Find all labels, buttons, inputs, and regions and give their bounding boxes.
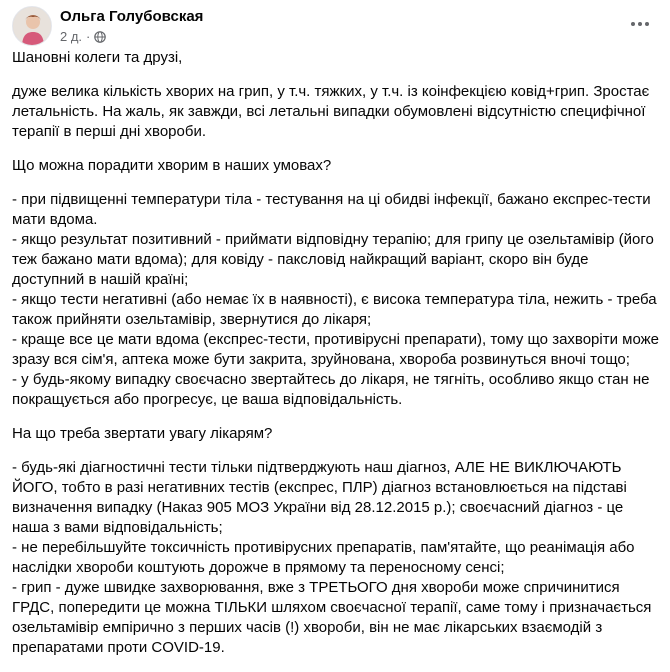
post-paragraph xyxy=(12,156,662,176)
post-text-line: - якщо результат позитивний - приймати відповідну терапію; для грипу це озельтамівір (його теж бажано мати вдома); для ковіду - паксловід найкращий варіант, скоро він буде доступний в нашій країні; xyxy=(12,231,659,288)
post-text-line: - не перебільшуйте токсичність противірусних препаратів, пам'ятайте, що реанімація або наслідки хвороби коштують дорожче в прямому та переносному сенсі; xyxy=(12,539,639,576)
globe-icon[interactable] xyxy=(94,31,106,43)
post-text-line: дуже велика кількість хворих на грип, у т.ч. тяжких, у т.ч. із коінфекцією ковід+грип. Зростає летальність. На жаль, як завжди, всі летальні випадки обумовлені відсутністю специфічної терапії в перші дні хвороби. xyxy=(12,83,654,140)
author-name[interactable]: Ольга Голубовская xyxy=(60,8,204,25)
post-paragraph xyxy=(12,82,662,142)
post-timestamp[interactable]: 2 д. xyxy=(60,29,83,44)
author-avatar[interactable] xyxy=(12,6,52,46)
post-text-line: Шановні колеги та друзі, xyxy=(12,49,183,66)
post-paragraph xyxy=(12,458,662,658)
post-text-line: - краще все це мати вдома (експрес-тести, противірусні препарати), тому що захворіти може зразу вся сім'я, аптека може бути закрита, зруйнована, хвороба розвинуться вночі тощо; xyxy=(12,331,664,368)
post-header xyxy=(12,6,658,46)
post-text-line: - у будь-якому випадку своєчасно звертайтесь до лікаря, не тягніть, особливо якщо стан не покращується або прогресує, це ваша відповідальність. xyxy=(12,371,654,408)
more-horizontal-icon xyxy=(630,21,650,27)
post-text-line: На що треба звертати увагу лікарям? xyxy=(12,425,273,442)
more-options-button[interactable] xyxy=(622,10,658,38)
profile-photo xyxy=(13,7,52,46)
meta-separator: · xyxy=(86,29,91,44)
post-text-line: - грип - дуже швидке захворювання, вже з ТРЕТЬОГО дня хвороби може спричинитися ГРДС, попередити це можна ТІЛЬКИ шляхом своєчасної терапії, саме тому і призначається озельтамівір емпірично з перших часів (!) хвороби, він не має лікарських взаємодій з препаратами проти COVID-19. xyxy=(12,579,656,656)
post-text-line: - при підвищенні температури тіла - тестування на ці обидві інфекції, бажано експрес-тести мати вдома. xyxy=(12,191,655,228)
post-text-line: - якщо тести негативні (або немає їх в наявності), є висока температура тіла, нежить - треба також прийняти озельтамівір, звернутися до лікаря; xyxy=(12,291,661,328)
post-meta xyxy=(60,29,106,44)
post-body xyxy=(12,48,662,672)
post-text-line: - будь-які діагностичні тести тільки підтверджують наш діагноз, АЛЕ НЕ ВИКЛЮЧАЮТЬ ЙОГО, тобто в разі негативних тестів (експрес, ПЛР) діагноз встановлюється на підставі визначення випадку (Наказ 905 МОЗ України від 28.12.2015 р.); своєчасний діагноз - це наша з вами відповідальність; xyxy=(12,459,631,536)
post-paragraph xyxy=(12,190,662,410)
post-paragraph xyxy=(12,424,662,444)
post-text-line: Що можна порадити хворим в наших умовах? xyxy=(12,157,332,174)
post-paragraph xyxy=(12,48,662,68)
